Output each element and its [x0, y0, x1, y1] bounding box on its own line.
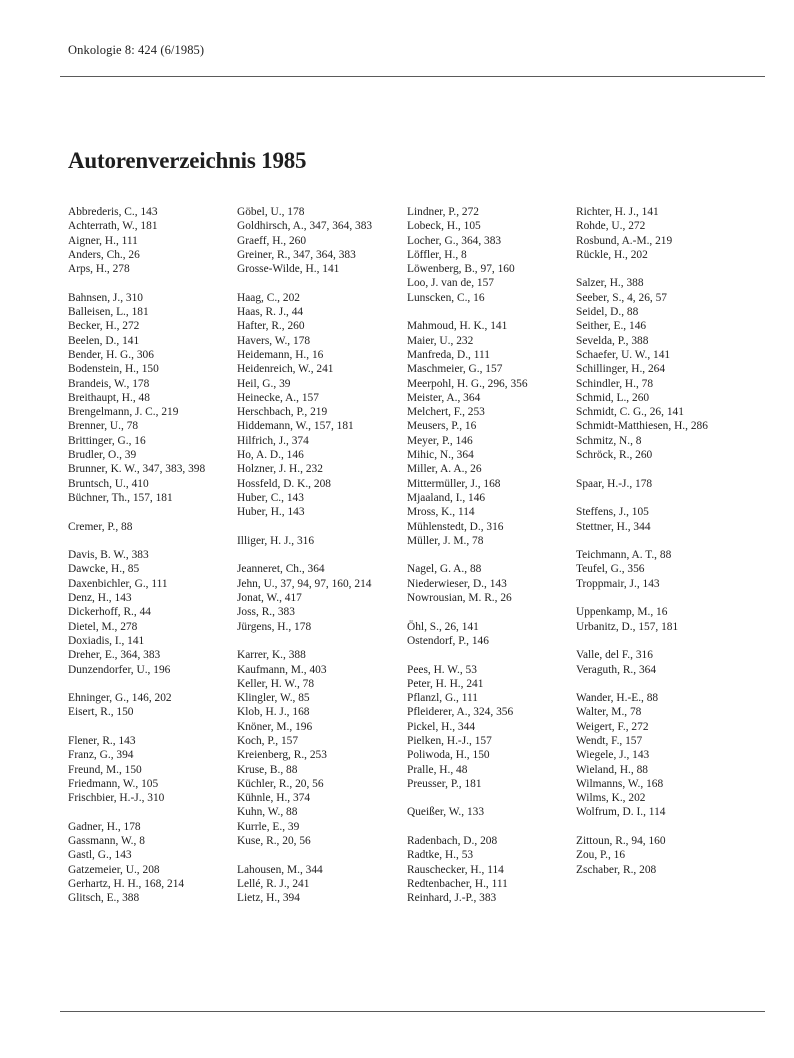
author-entry: Zou, P., 16 [576, 849, 626, 862]
author-entry: Flener, R., 143 [68, 734, 136, 747]
author-entry: Bruntsch, U., 410 [68, 477, 149, 490]
author-entry: Heil, G., 39 [237, 377, 291, 390]
author-entry: Wendt, F., 157 [576, 734, 643, 747]
author-entry: Hossfeld, D. K., 208 [237, 477, 331, 490]
author-entry: Queißer, W., 133 [407, 806, 485, 819]
author-entry: Kühnle, H., 374 [237, 792, 311, 805]
author-entry: Becker, H., 272 [68, 320, 140, 333]
author-entry: Poliwoda, H., 150 [407, 749, 490, 762]
author-entry: Radtke, H., 53 [407, 849, 474, 862]
author-entry: Mihic, N., 364 [407, 449, 474, 462]
author-entry: Bodenstein, H., 150 [68, 363, 159, 376]
author-entry: Hilfrich, J., 374 [237, 434, 309, 447]
author-entry: Doxiadis, I., 141 [68, 634, 145, 647]
author-column-3 [407, 205, 577, 906]
author-entry: Eisert, R., 150 [68, 706, 134, 719]
author-entry: Achterrath, W., 181 [68, 220, 158, 233]
author-entry: Pflanzl, G., 111 [407, 692, 478, 705]
author-entry: Wieland, H., 88 [576, 763, 648, 776]
author-entry: Walter, M., 78 [576, 706, 642, 719]
author-entry: Joss, R., 383 [237, 606, 295, 619]
author-entry: Haas, R. J., 44 [237, 306, 304, 319]
author-entry: Karrer, K., 388 [237, 649, 306, 662]
author-entry: Klingler, W., 85 [237, 692, 310, 705]
author-entry: Preusser, P., 181 [407, 777, 482, 790]
author-entry: Glitsch, E., 388 [68, 892, 140, 905]
author-entry: Uppenkamp, M., 16 [576, 606, 668, 619]
author-entry: Meyer, P., 146 [407, 434, 473, 447]
author-entry: Maier, U., 232 [407, 334, 474, 347]
author-entry: Klob, H. J., 168 [237, 706, 310, 719]
author-entry: Teufel, G., 356 [576, 563, 645, 576]
author-entry: Knöner, M., 196 [237, 720, 313, 733]
author-entry: Löwenberg, B., 97, 160 [407, 263, 515, 276]
author-entry: Schmidt, C. G., 26, 141 [576, 406, 684, 419]
author-column-1 [68, 205, 238, 906]
author-entry: Kreienberg, R., 253 [237, 749, 327, 762]
author-entry: Lietz, H., 394 [237, 892, 300, 905]
author-entry: Pees, H. W., 53 [407, 663, 477, 676]
author-entry: Weigert, F., 272 [576, 720, 649, 733]
author-entry: Valle, del F., 316 [576, 649, 653, 662]
author-entry: Franz, G., 394 [68, 749, 134, 762]
author-entry: Rosbund, A.-M., 219 [576, 234, 673, 247]
author-entry: Zittoun, R., 94, 160 [576, 835, 666, 848]
author-entry: Sevelda, P., 388 [576, 334, 649, 347]
author-entry: Brengelmann, J. C., 219 [68, 406, 179, 419]
journal-header: Onkologie 8: 424 (6/1985) [68, 43, 205, 57]
author-entry: Lunscken, C., 16 [407, 291, 485, 304]
author-entry: Herschbach, P., 219 [237, 406, 328, 419]
author-entry: Ostendorf, P., 146 [407, 634, 489, 647]
author-entry: Wilms, K., 202 [576, 792, 646, 805]
author-entry: Schindler, H., 78 [576, 377, 654, 390]
author-entry: Goldhirsch, A., 347, 364, 383 [237, 220, 373, 233]
author-entry: Kruse, B., 88 [237, 763, 298, 776]
author-entry: Friedmann, W., 105 [68, 777, 159, 790]
author-entry: Stettner, H., 344 [576, 520, 651, 533]
author-entry: Heinecke, A., 157 [237, 391, 319, 404]
author-entry: Pfleiderer, A., 324, 356 [407, 706, 514, 719]
author-entry: Bender, H. G., 306 [68, 348, 154, 361]
author-entry: Grosse-Wilde, H., 141 [237, 263, 340, 276]
author-entry: Wolfrum, D. I., 114 [576, 806, 666, 819]
author-entry: Schmidt-Matthiesen, H., 286 [576, 420, 708, 433]
author-entry: Schmitz, N., 8 [576, 434, 642, 447]
author-entry: Mühlenstedt, D., 316 [407, 520, 504, 533]
author-entry: Jeanneret, Ch., 364 [237, 563, 325, 576]
author-column-2 [237, 205, 407, 906]
author-entry: Müller, J. M., 78 [407, 534, 484, 547]
author-entry: Cremer, P., 88 [68, 520, 133, 533]
author-entry: Lahousen, M., 344 [237, 863, 323, 876]
author-entry: Ho, A. D., 146 [237, 449, 304, 462]
author-entry: Brudler, O., 39 [68, 449, 137, 462]
author-entry: Jonat, W., 417 [237, 592, 302, 605]
author-entry: Teichmann, A. T., 88 [576, 549, 672, 562]
author-entry: Haag, C., 202 [237, 291, 300, 304]
author-entry: Gadner, H., 178 [68, 820, 141, 833]
author-entry: Kurrle, E., 39 [237, 820, 300, 833]
author-entry: Troppmair, J., 143 [576, 577, 660, 590]
author-entry: Hafter, R., 260 [237, 320, 305, 333]
author-entry: Löffler, H., 8 [407, 248, 467, 261]
author-entry: Davis, B. W., 383 [68, 549, 149, 562]
author-entry: Nowrousian, M. R., 26 [407, 592, 512, 605]
author-entry: Arps, H., 278 [68, 263, 130, 276]
author-entry: Wilmanns, W., 168 [576, 777, 664, 790]
author-entry: Koch, P., 157 [237, 734, 299, 747]
author-entry: Brittinger, G., 16 [68, 434, 146, 447]
author-entry: Dunzendorfer, U., 196 [68, 663, 171, 676]
author-entry: Veraguth, R., 364 [576, 663, 657, 676]
author-entry: Schaefer, U. W., 141 [576, 348, 671, 361]
author-entry: Bahnsen, J., 310 [68, 291, 143, 304]
author-entry: Breithaupt, H., 48 [68, 391, 150, 404]
author-entry: Urbanitz, D., 157, 181 [576, 620, 679, 633]
author-entry: Steffens, J., 105 [576, 506, 649, 519]
author-entry: Öhl, S., 26, 141 [407, 620, 479, 633]
author-entry: Büchner, Th., 157, 181 [68, 491, 173, 504]
author-entry: Greiner, R., 347, 364, 383 [237, 248, 356, 261]
author-entry: Zschaber, R., 208 [576, 863, 657, 876]
author-column-4 [576, 205, 746, 877]
author-entry: Brunner, K. W., 347, 383, 398 [68, 463, 206, 476]
author-entry: Aigner, H., 111 [68, 234, 138, 247]
author-entry: Ehninger, G., 146, 202 [68, 692, 172, 705]
author-entry: Graeff, H., 260 [237, 234, 307, 247]
author-entry: Lobeck, H., 105 [407, 220, 481, 233]
author-entry: Peter, H. H., 241 [407, 677, 484, 690]
author-entry: Radenbach, D., 208 [407, 835, 498, 848]
author-entry: Huber, C., 143 [237, 491, 304, 504]
author-entry: Illiger, H. J., 316 [237, 534, 315, 547]
author-entry: Rückle, H., 202 [576, 248, 648, 261]
author-entry: Denz, H., 143 [68, 592, 132, 605]
author-entry: Seither, E., 146 [576, 320, 647, 333]
author-entry: Miller, A. A., 26 [407, 463, 482, 476]
author-entry: Mross, K., 114 [407, 506, 475, 519]
author-entry: Dietel, M., 278 [68, 620, 138, 633]
author-entry: Spaar, H.-J., 178 [576, 477, 653, 490]
author-entry: Wander, H.-E., 88 [576, 692, 659, 705]
author-entry: Dawcke, H., 85 [68, 563, 140, 576]
author-entry: Seidel, D., 88 [576, 306, 639, 319]
author-entry: Lellé, R. J., 241 [237, 877, 310, 890]
author-entry: Heidemann, H., 16 [237, 348, 324, 361]
author-entry: Pielken, H.-J., 157 [407, 734, 492, 747]
author-entry: Dickerhoff, R., 44 [68, 606, 151, 619]
author-entry: Kuse, R., 20, 56 [237, 835, 311, 848]
author-entry: Melchert, F., 253 [407, 406, 485, 419]
author-entry: Mjaaland, I., 146 [407, 491, 486, 504]
author-entry: Redtenbacher, H., 111 [407, 877, 508, 890]
author-entry: Lindner, P., 272 [407, 206, 479, 218]
author-entry: Jürgens, H., 178 [237, 620, 312, 633]
author-entry: Nagel, G. A., 88 [407, 563, 482, 576]
author-entry: Gastl, G., 143 [68, 849, 132, 862]
author-entry: Havers, W., 178 [237, 334, 311, 347]
author-entry: Meusers, P., 16 [407, 420, 477, 433]
author-entry: Heidenreich, W., 241 [237, 363, 334, 376]
author-entry: Meister, A., 364 [407, 391, 481, 404]
author-entry: Kuhn, W., 88 [237, 806, 298, 819]
author-entry: Brandeis, W., 178 [68, 377, 150, 390]
author-entry: Rauschecker, H., 114 [407, 863, 504, 876]
author-entry: Hiddemann, W., 157, 181 [237, 420, 354, 433]
author-entry: Jehn, U., 37, 94, 97, 160, 214 [237, 577, 372, 590]
author-entry: Wiegele, J., 143 [576, 749, 650, 762]
author-entry: Keller, H. W., 78 [237, 677, 315, 690]
author-entry: Holzner, J. H., 232 [237, 463, 323, 476]
author-entry: Freund, M., 150 [68, 763, 142, 776]
author-entry: Anders, Ch., 26 [68, 248, 140, 261]
author-entry: Rohde, U., 272 [576, 220, 646, 233]
author-entry: Loo, J. van de, 157 [407, 277, 494, 290]
author-entry: Balleisen, L., 181 [68, 306, 149, 319]
author-entry: Schröck, R., 260 [576, 449, 653, 462]
author-entry: Manfreda, D., 111 [407, 348, 490, 361]
author-entry: Küchler, R., 20, 56 [237, 777, 324, 790]
author-entry: Mittermüller, J., 168 [407, 477, 501, 490]
author-entry: Salzer, H., 388 [576, 277, 644, 290]
author-entry: Pralle, H., 48 [407, 763, 468, 776]
page-title: Autorenverzeichnis 1985 [68, 148, 307, 173]
author-entry: Reinhard, J.-P., 383 [407, 892, 497, 905]
author-entry: Kaufmann, M., 403 [237, 663, 327, 676]
author-entry: Göbel, U., 178 [237, 206, 305, 218]
author-entry: Huber, H., 143 [237, 506, 305, 519]
author-entry: Schmid, L., 260 [576, 391, 650, 404]
author-entry: Dreher, E., 364, 383 [68, 649, 161, 662]
author-entry: Gatzemeier, U., 208 [68, 863, 160, 876]
author-entry: Daxenbichler, G., 111 [68, 577, 168, 590]
author-entry: Locher, G., 364, 383 [407, 234, 502, 247]
author-entry: Maschmeier, G., 157 [407, 363, 503, 376]
bottom-rule [60, 1011, 765, 1012]
author-entry: Gerhartz, H. H., 168, 214 [68, 877, 185, 890]
author-entry: Abbrederis, C., 143 [68, 206, 158, 218]
author-entry: Meerpohl, H. G., 296, 356 [407, 377, 528, 390]
author-entry: Frischbier, H.-J., 310 [68, 792, 165, 805]
author-entry: Mahmoud, H. K., 141 [407, 320, 508, 333]
author-entry: Pickel, H., 344 [407, 720, 476, 733]
author-entry: Schillinger, H., 264 [576, 363, 666, 376]
author-entry: Richter, H. J., 141 [576, 206, 659, 218]
author-entry: Brenner, U., 78 [68, 420, 139, 433]
top-rule [60, 76, 765, 77]
author-entry: Niederwieser, D., 143 [407, 577, 507, 590]
author-entry: Beelen, D., 141 [68, 334, 140, 347]
author-entry: Gassmann, W., 8 [68, 835, 145, 848]
author-entry: Seeber, S., 4, 26, 57 [576, 291, 667, 304]
